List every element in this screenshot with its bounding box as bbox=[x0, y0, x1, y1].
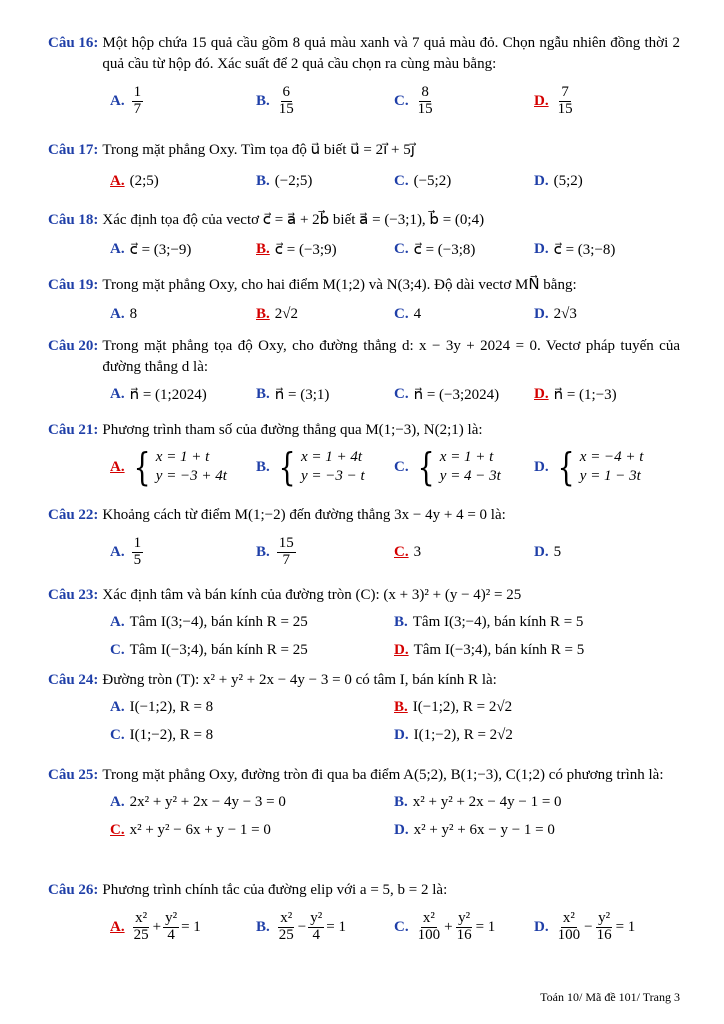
option-a[interactable]: A. 2x² + y² + 2x − 4y − 3 = 0 bbox=[110, 793, 286, 810]
option-d[interactable]: D. n⃗ = (1;−3) bbox=[534, 385, 617, 403]
question-20: Câu 20: Trong mặt phẳng tọa độ Oxy, cho đường thẳng d: x − 3y + 2024 = 0. Vectơ pháp tuyến của đường thẳng d là: A. n⃗ = (1;2024) B. n⃗ = (3;1) C. n⃗ = (−3;2024) D. n⃗ = (1;−3) bbox=[48, 336, 680, 408]
option-b[interactable]: B. 2√2 bbox=[256, 305, 298, 322]
fraction: $\frac{1}{7}$ bbox=[133, 83, 142, 117]
option-a[interactable]: A. { x = 1 + t y = −3 + 4t bbox=[110, 445, 227, 489]
option-b[interactable]: B. (−2;5) bbox=[256, 172, 313, 189]
option-a[interactable]: A. 8 bbox=[110, 305, 138, 322]
fraction: $\frac{6}{15}$ bbox=[278, 83, 294, 117]
question-23: Câu 23: Xác định tâm và bán kính của đường tròn (C): (x + 3)² + (y − 4)² = 25 A. Tâm I(3;−4), bán kính R = 25 B. Tâm I(3;−4), bán kính R = 5 C. Tâm I(−3;4), bán kính R = 25 D. Tâm I(−3;4), bán kính R = 5 bbox=[48, 585, 680, 664]
option-c[interactable]: C. $\frac{\text{x²}}{100}$ + $\frac{\text{y²}}{16}$ = 1 bbox=[394, 909, 496, 943]
question-21: Câu 21: Phương trình tham số của đường thẳng qua M(1;−3), N(2;1) là: A. { x = 1 + t y = −3 + 4t B. { x = 1 + 4t y = −3 − t C. { x = 1 + t y = 4 − 3t D. { x = −4 + t y = 1 − 3t bbox=[48, 422, 644, 489]
question-17: Câu 17: Trong mặt phẳng Oxy. Tìm tọa độ u⃗ biết u⃗ = 2i⃗ + 5j⃗ A. (2;5) B. (−2;5) C. (−5;2) D. (5;2) bbox=[48, 140, 680, 195]
question-16 bbox=[48, 33, 680, 121]
equation-system: { x = −4 + t y = 1 − 3t bbox=[557, 445, 644, 489]
option-d[interactable]: D. (5;2) bbox=[534, 172, 583, 189]
option-a[interactable]: A. (2;5) bbox=[110, 172, 159, 189]
option-a[interactable]: A. I(−1;2), R = 8 bbox=[110, 698, 214, 715]
option-a[interactable]: A. $\frac{1}{7}$ bbox=[110, 83, 142, 117]
fraction: $\frac{7}{15}$ bbox=[557, 83, 573, 117]
equation-system: { x = 1 + 4t y = −3 − t bbox=[278, 445, 365, 489]
option-c[interactable]: C. { x = 1 + t y = 4 − 3t bbox=[394, 445, 501, 489]
option-d[interactable]: D. 2√3 bbox=[534, 305, 577, 322]
option-d[interactable]: D. 5 bbox=[534, 543, 562, 560]
fraction: $\frac{8}{15}$ bbox=[417, 83, 433, 117]
question-text: Một hộp chứa 15 quả cầu gồm 8 quả màu xanh và 7 quả màu đỏ. Chọn ngẫu nhiên đồng thời 2 quả cầu từ hộp đó. Xác suất để 2 quả cầu chọn ra cùng màu bằng: bbox=[102, 35, 680, 72]
option-b[interactable]: B. $\frac{\text{x²}}{25}$ − $\frac{\text{y²}}{4}$ = 1 bbox=[256, 909, 346, 943]
option-b[interactable]: B. I(−1;2), R = 2√2 bbox=[394, 698, 513, 715]
option-c[interactable]: C. x² + y² − 6x + y − 1 = 0 bbox=[110, 821, 271, 838]
option-d[interactable]: D. $\frac{7}{15}$ bbox=[534, 83, 573, 117]
option-b[interactable]: B. { x = 1 + 4t y = −3 − t bbox=[256, 445, 365, 489]
option-c[interactable]: C. I(1;−2), R = 8 bbox=[110, 726, 214, 743]
page-footer: Toán 10/ Mã đề 101/ Trang 3 bbox=[540, 990, 680, 1004]
option-a[interactable]: A. n⃗ = (1;2024) bbox=[110, 385, 207, 403]
question-19: Câu 19: Trong mặt phẳng Oxy, cho hai điểm M(1;2) và N(3;4). Độ dài vectơ MN⃗ bằng: A. 8 B. 2√2 C. 4 D. 2√3 bbox=[48, 275, 680, 328]
option-a[interactable]: A. Tâm I(3;−4), bán kính R = 25 bbox=[110, 613, 308, 630]
option-a[interactable]: A. c⃗ = (3;−9) bbox=[110, 240, 192, 258]
question-22: Câu 22: Khoảng cách từ điểm M(1;−2) đến đường thẳng 3x − 4y + 4 = 0 là: A. $\frac{1}{5}$ B. $\frac{15}{7}$ C. 3 D. 5 bbox=[48, 505, 680, 572]
option-d[interactable]: D. I(1;−2), R = 2√2 bbox=[394, 726, 513, 743]
option-c[interactable]: C. c⃗ = (−3;8) bbox=[394, 240, 476, 258]
answer-options bbox=[48, 81, 680, 121]
equation-system: { x = 1 + t y = −3 + 4t bbox=[133, 445, 227, 489]
question-label: Câu 16: bbox=[48, 35, 99, 51]
option-d[interactable]: D. x² + y² + 6x − y − 1 = 0 bbox=[394, 821, 555, 838]
option-a[interactable]: A. $\frac{\text{x²}}{25}$ + $\frac{\text{y²}}{4}$ = 1 bbox=[110, 909, 201, 943]
option-c[interactable]: C. 3 bbox=[394, 543, 422, 560]
option-c[interactable]: C. (−5;2) bbox=[394, 172, 452, 189]
question-25: Câu 25: Trong mặt phẳng Oxy, đường tròn đi qua ba điểm A(5;2), B(1;−3), C(1;2) có phương trình là: A. 2x² + y² + 2x − 4y − 3 = 0 B. x² + y² + 2x − 4y − 1 = 0 C. x² + y² − 6x + y − 1 = 0 D. x² + y² + 6x − y − 1 = 0 bbox=[48, 765, 680, 844]
option-b[interactable]: B. x² + y² + 2x − 4y − 1 = 0 bbox=[394, 793, 562, 810]
option-d[interactable]: D. { x = −4 + t y = 1 − 3t bbox=[534, 445, 644, 489]
equation-system: { x = 1 + t y = 4 − 3t bbox=[417, 445, 501, 489]
option-b[interactable]: B. c⃗ = (−3;9) bbox=[256, 240, 337, 258]
option-b[interactable]: B. $\frac{6}{15}$ bbox=[256, 83, 294, 117]
option-b[interactable]: B. Tâm I(3;−4), bán kính R = 5 bbox=[394, 613, 584, 630]
option-d[interactable]: D. c⃗ = (3;−8) bbox=[534, 240, 616, 258]
option-b[interactable]: B. n⃗ = (3;1) bbox=[256, 385, 330, 403]
option-c[interactable]: C. Tâm I(−3;4), bán kính R = 25 bbox=[110, 641, 308, 658]
option-d[interactable]: D. Tâm I(−3;4), bán kính R = 5 bbox=[394, 641, 585, 658]
option-b[interactable]: B. $\frac{15}{7}$ bbox=[256, 534, 294, 568]
option-a[interactable]: A. $\frac{1}{5}$ bbox=[110, 534, 142, 568]
option-c[interactable]: C. $\frac{8}{15}$ bbox=[394, 83, 433, 117]
question-24: Câu 24: Đường tròn (T): x² + y² + 2x − 4y − 3 = 0 có tâm I, bán kính R là: A. I(−1;2), R = 8 B. I(−1;2), R = 2√2 C. I(1;−2), R = 8 D. I(1;−2), R = 2√2 bbox=[48, 670, 680, 749]
option-c[interactable]: C. 4 bbox=[394, 305, 422, 322]
option-c[interactable]: C. n⃗ = (−3;2024) bbox=[394, 385, 500, 403]
question-26: Câu 26: Phương trình chính tắc của đường elip với a = 5, b = 2 là: A. $\frac{\text{x²}}{25}$ + $\frac{\text{y²}}{4}$ = 1 B. $\frac{\text{x²}}{25}$ − $\frac{\text{y²}}{4}$ = 1 C. $\frac{\text{x²}}{100}$ + $\frac{\text{y²}}{16}$ = 1 D. $\frac{\text{x²}}{100}$ − $\frac{\text{y²}}{16}$ = 1 bbox=[48, 880, 680, 949]
option-d[interactable]: D. $\frac{\text{x²}}{100}$ − $\frac{\text{y²}}{16}$ = 1 bbox=[534, 909, 636, 943]
question-18: Câu 18: Xác định tọa độ của vectơ c⃗ = a⃗ + 2b⃗ biết a⃗ = (−3;1), b⃗ = (0;4) A. c⃗ = (3;−9) B. c⃗ = (−3;9) C. c⃗ = (−3;8) D. c⃗ = (3;−8) bbox=[48, 210, 680, 263]
